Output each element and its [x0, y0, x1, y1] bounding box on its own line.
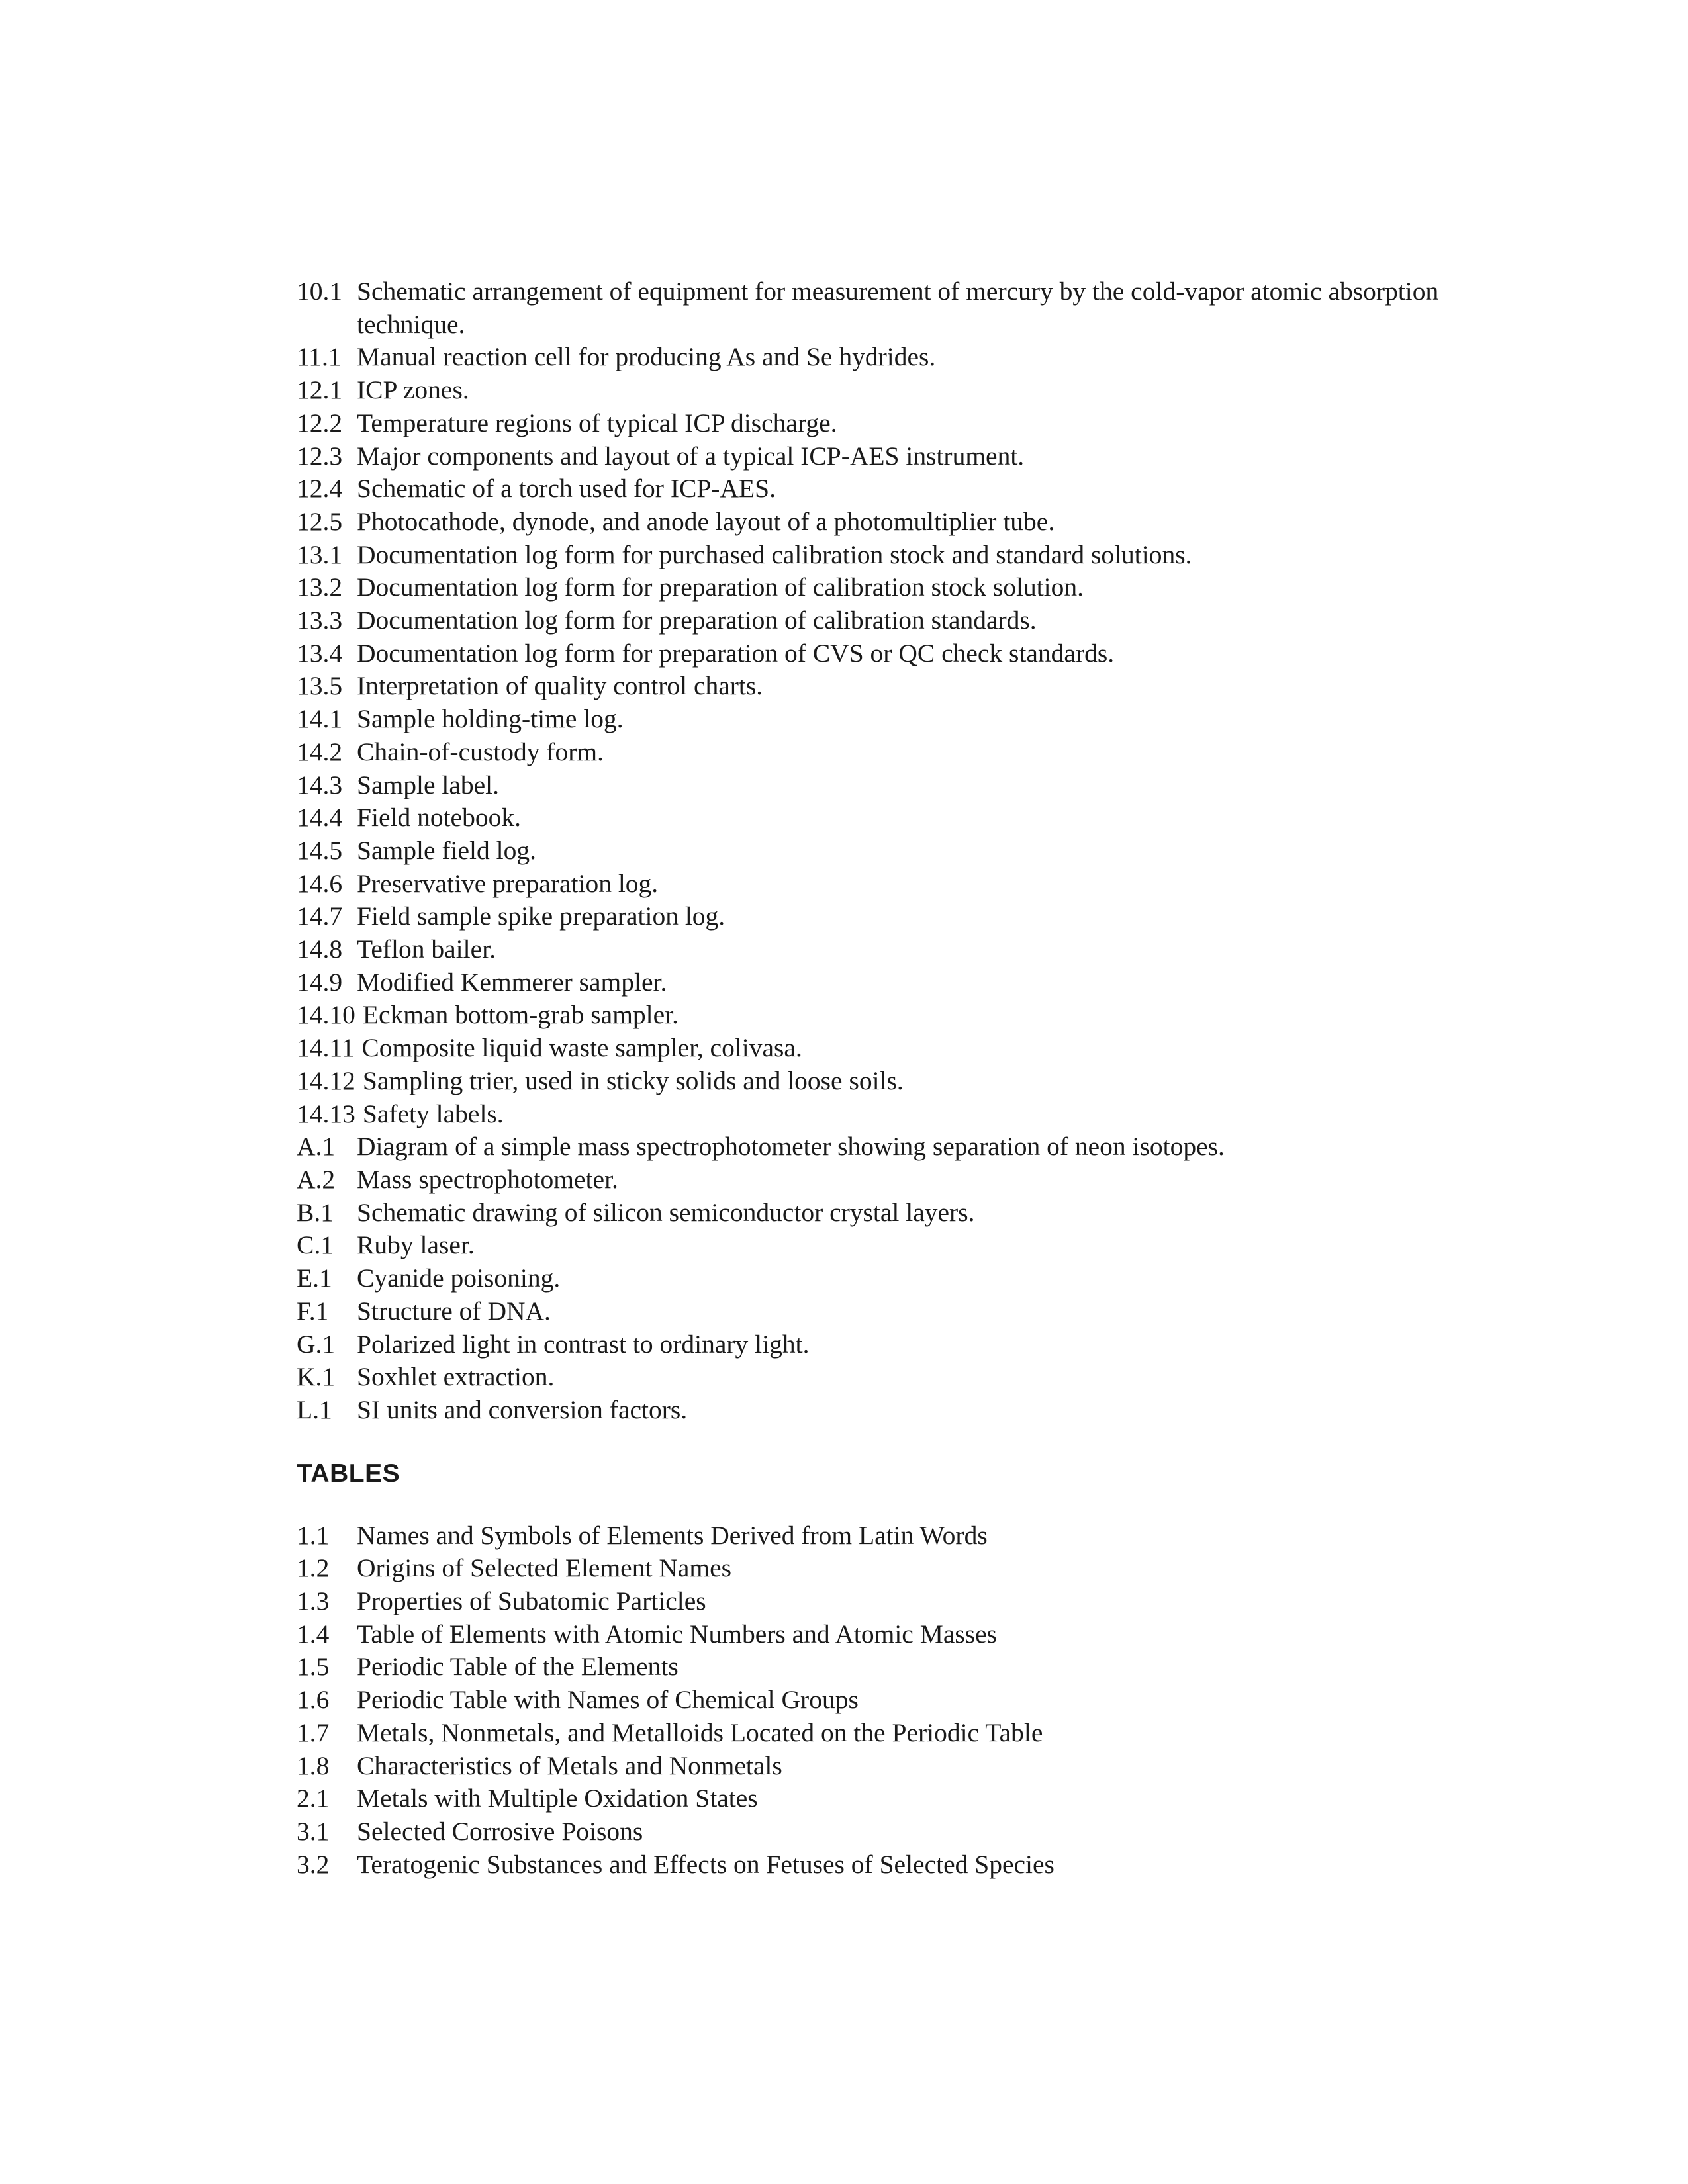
item-number: C.1	[297, 1230, 334, 1260]
item-text: Properties of Subatomic Particles	[357, 1586, 706, 1616]
list-item	[297, 1552, 1462, 1585]
item-number: E.1	[297, 1263, 332, 1293]
list-item	[297, 473, 1462, 506]
list-item	[297, 1163, 1462, 1197]
item-text: Table of Elements with Atomic Numbers and Atomic Masses	[357, 1619, 998, 1649]
item-number: 14.11	[297, 1033, 355, 1063]
item-text: Sampling trier, used in sticky solids and loose soils.	[362, 1066, 904, 1095]
list-item	[297, 900, 1462, 933]
item-text: Interpretation of quality control charts.	[357, 671, 763, 701]
item-number: G.1	[297, 1329, 336, 1359]
figures-list	[297, 275, 1462, 1427]
item-text: Field sample spike preparation log.	[357, 901, 726, 931]
item-number: 1.7	[297, 1717, 330, 1747]
item-text: Modified Kemmerer sampler.	[357, 967, 667, 997]
item-number: 13.1	[297, 539, 343, 569]
item-text: Manual reaction cell for producing As and Se hydrides.	[357, 342, 936, 372]
list-item	[297, 506, 1462, 539]
item-text: Periodic Table of the Elements	[357, 1652, 679, 1682]
item-text: Metals with Multiple Oxidation States	[357, 1784, 758, 1813]
list-item	[297, 769, 1462, 802]
list-item	[297, 703, 1462, 736]
item-text: Structure of DNA.	[357, 1296, 551, 1326]
item-text: Sample field log.	[357, 835, 536, 865]
item-number: 14.13	[297, 1099, 355, 1128]
list-item	[297, 1618, 1462, 1651]
item-text: Ruby laser.	[357, 1230, 475, 1260]
item-number: 1.2	[297, 1553, 330, 1583]
item-number: 13.3	[297, 606, 343, 635]
item-number: 14.9	[297, 967, 343, 997]
tables-heading: TABLES	[297, 1459, 400, 1488]
list-item	[297, 275, 1462, 341]
list-item	[297, 440, 1462, 473]
list-item	[297, 1032, 1462, 1065]
list-item	[297, 1197, 1462, 1230]
item-text: Metals, Nonmetals, and Metalloids Located on the Periodic Table	[357, 1717, 1043, 1747]
item-number: K.1	[297, 1362, 336, 1392]
item-number: 13.5	[297, 671, 343, 701]
list-item	[297, 835, 1462, 868]
item-number: 2.1	[297, 1784, 330, 1813]
item-text: Photocathode, dynode, and anode layout of a photomultiplier tube.	[357, 506, 1055, 536]
item-number: 14.12	[297, 1066, 355, 1095]
item-text: Schematic drawing of silicon semiconductor crystal layers.	[357, 1197, 975, 1227]
item-text: Teratogenic Substances and Effects on Fetuses of Selected Species	[357, 1849, 1055, 1879]
item-text: Teflon bailer.	[357, 934, 496, 964]
item-text: Selected Corrosive Poisons	[357, 1816, 643, 1846]
list-item	[297, 539, 1462, 572]
item-number: A.1	[297, 1132, 336, 1161]
list-item	[297, 1585, 1462, 1618]
item-text: Documentation log form for purchased calibration stock and standard solutions.	[357, 539, 1192, 569]
item-number: 12.4	[297, 474, 343, 504]
item-text: Preservative preparation log.	[357, 868, 659, 898]
item-number: 10.1	[297, 277, 343, 306]
list-item	[297, 1394, 1462, 1427]
list-item	[297, 1262, 1462, 1295]
item-text: Cyanide poisoning.	[357, 1263, 561, 1293]
item-number: A.2	[297, 1164, 336, 1194]
list-item	[297, 1361, 1462, 1394]
list-item	[297, 1815, 1462, 1848]
list-item	[297, 1328, 1462, 1361]
item-number: 14.10	[297, 1000, 355, 1030]
list-item	[297, 1651, 1462, 1684]
list-item	[297, 1848, 1462, 1882]
item-text: Temperature regions of typical ICP discharge.	[357, 408, 837, 437]
item-text: Field notebook.	[357, 803, 521, 833]
list-item	[297, 999, 1462, 1032]
list-item	[297, 670, 1462, 703]
item-number: 11.1	[297, 342, 342, 372]
list-item	[297, 1098, 1462, 1131]
item-text: Schematic of a torch used for ICP-AES.	[357, 474, 776, 504]
item-number: 14.4	[297, 803, 343, 833]
item-number: 12.3	[297, 441, 343, 471]
item-number: 1.6	[297, 1685, 330, 1715]
item-text: Major components and layout of a typical ICP-AES instrument.	[357, 441, 1025, 471]
item-number: 1.8	[297, 1751, 330, 1780]
item-text: Origins of Selected Element Names	[357, 1553, 731, 1583]
item-number: 12.5	[297, 506, 343, 536]
list-item	[297, 407, 1462, 440]
item-text: Safety labels.	[362, 1099, 504, 1128]
item-text: Sample label.	[357, 770, 499, 799]
list-item	[297, 933, 1462, 966]
list-item	[297, 1229, 1462, 1262]
item-text: Composite liquid waste sampler, colivasa.	[361, 1033, 802, 1063]
page-content	[297, 275, 1462, 1881]
list-item	[297, 1684, 1462, 1717]
list-item	[297, 341, 1462, 374]
item-number: 14.1	[297, 704, 343, 734]
item-number: 14.2	[297, 737, 343, 766]
item-number: F.1	[297, 1296, 329, 1326]
list-item	[297, 374, 1462, 407]
list-item	[297, 1520, 1462, 1553]
list-item	[297, 604, 1462, 637]
item-text: Soxhlet extraction.	[357, 1362, 555, 1392]
item-number: 14.5	[297, 835, 343, 865]
item-number: 1.4	[297, 1619, 330, 1649]
list-item	[297, 868, 1462, 901]
list-item	[297, 571, 1462, 604]
item-number: 1.3	[297, 1586, 330, 1616]
item-text: ICP zones.	[357, 375, 469, 405]
list-item	[297, 736, 1462, 769]
list-item	[297, 966, 1462, 999]
list-item	[297, 1782, 1462, 1815]
item-text: Characteristics of Metals and Nonmetals	[357, 1751, 782, 1780]
item-text: Eckman bottom-grab sampler.	[362, 1000, 679, 1030]
item-number: 1.5	[297, 1652, 330, 1682]
item-text: Sample holding-time log.	[357, 704, 624, 734]
list-item	[297, 1295, 1462, 1328]
item-text: SI units and conversion factors.	[357, 1394, 688, 1424]
item-number: 14.3	[297, 770, 343, 799]
item-number: 1.1	[297, 1520, 330, 1550]
item-text: Diagram of a simple mass spectrophotometer showing separation of neon isotopes.	[357, 1132, 1225, 1161]
list-item	[297, 1130, 1462, 1163]
item-number: 13.4	[297, 638, 343, 668]
tables-list	[297, 1520, 1462, 1882]
item-text: Schematic arrangement of equipment for measurement of mercury by the cold-vapor atomic absorption technique.	[357, 277, 1439, 339]
list-item	[297, 1750, 1462, 1783]
item-text: Names and Symbols of Elements Derived from Latin Words	[357, 1520, 988, 1550]
list-item	[297, 1717, 1462, 1750]
item-number: 14.8	[297, 934, 343, 964]
item-text: Polarized light in contrast to ordinary light.	[357, 1329, 810, 1359]
item-number: 14.7	[297, 901, 343, 931]
item-text: Documentation log form for preparation of CVS or QC check standards.	[357, 638, 1115, 668]
item-text: Chain-of-custody form.	[357, 737, 604, 766]
list-item	[297, 637, 1462, 670]
item-text: Documentation log form for preparation of calibration standards.	[357, 606, 1037, 635]
item-number: 12.2	[297, 408, 343, 437]
item-number: 12.1	[297, 375, 343, 405]
item-number: 3.1	[297, 1816, 330, 1846]
item-number: 14.6	[297, 868, 343, 898]
item-text: Periodic Table with Names of Chemical Groups	[357, 1685, 859, 1715]
item-number: 3.2	[297, 1849, 330, 1879]
item-number: B.1	[297, 1197, 334, 1227]
item-text: Documentation log form for preparation of calibration stock solution.	[357, 572, 1084, 602]
list-item	[297, 801, 1462, 835]
item-number: L.1	[297, 1394, 332, 1424]
item-number: 13.2	[297, 572, 343, 602]
item-text: Mass spectrophotometer.	[357, 1164, 618, 1194]
list-item	[297, 1065, 1462, 1098]
